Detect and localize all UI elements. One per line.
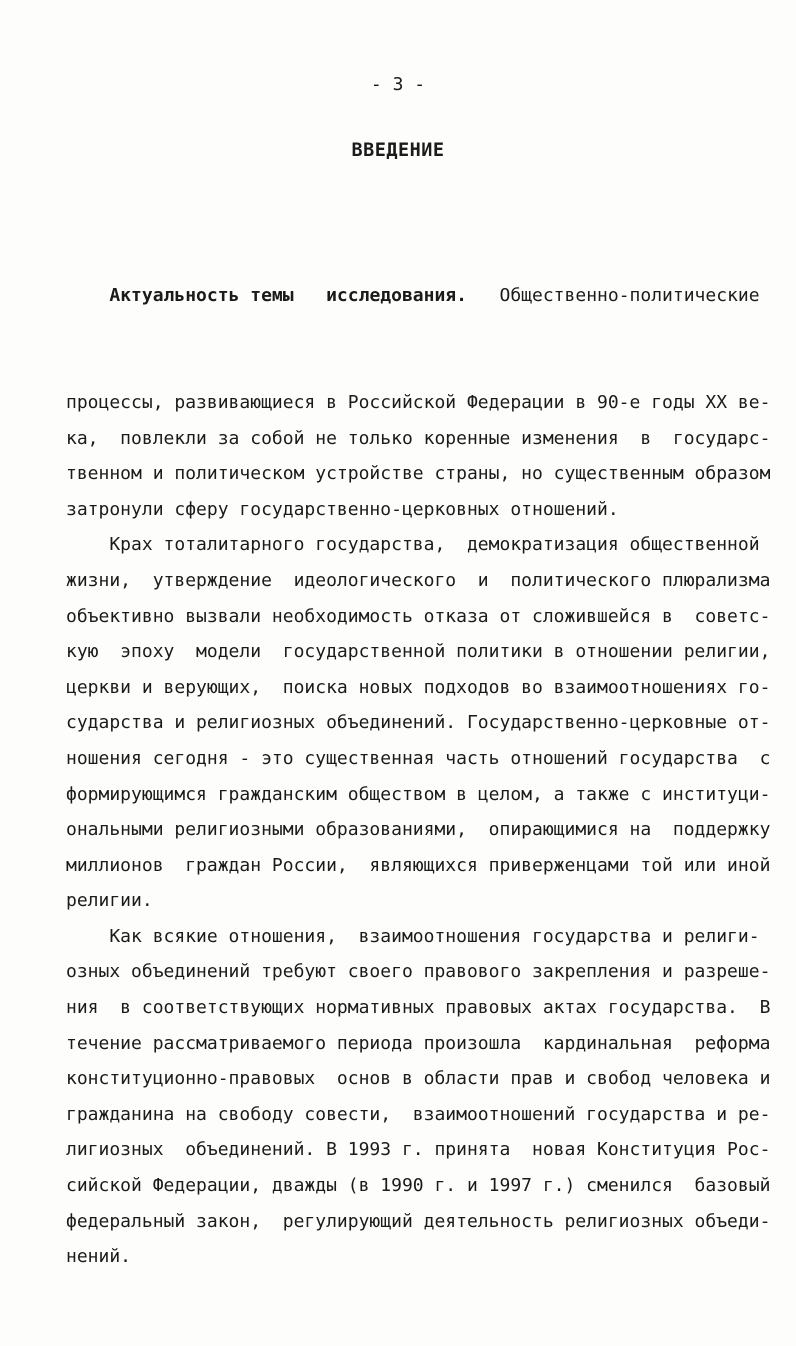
text-line: объективно вызвали необходимость отказа от сложившейся в советс- [66,605,771,627]
lead-sentence-rest: Общественно-политические [466,285,760,307]
text-line: Как всякие отношения, взаимоотношения государства и религи- [66,925,760,947]
text-line: течение рассматриваемого периода произошла кардинальная реформа [66,1032,771,1054]
text-line: федеральный закон, регулирующий деятельность религиозных объеди- [66,1210,771,1232]
text-line: озных объединений требуют своего правового закрепления и разреше- [66,961,771,983]
text-line: формирующимся гражданским обществом в целом, а также с институци- [66,783,771,805]
text-line: ния в соответствующих нормативных правовых актах государства. В [66,997,771,1019]
text-lines [66,385,790,1275]
text-line: гражданина на свободу совести, взаимоотношений государства и ре- [66,1103,771,1125]
lead-sentence-bold: Актуальность темы исследования. [109,285,467,307]
text-line: церкви и верующих, поиска новых подходов во взаимоотношениях го- [66,676,771,698]
text-line: ношения сегодня - это существенная часть отношений государства с [66,747,771,769]
text-line: Крах тоталитарного государства, демократизация общественной [66,534,760,556]
text-line: ка, повлекли за собой не только коренные изменения в государс- [66,427,771,449]
text-line-lead [66,278,790,314]
text-line: конституционно-правовых основ в области прав и свобод человека и [66,1068,771,1090]
text-line: миллионов граждан России, являющихся приверженцами той или иной [66,854,771,876]
text-line: сударства и религиозных объединений. Государственно-церковные от- [66,712,771,734]
text-line: лигиозных объединений. В 1993 г. принята новая Конституция Рос- [66,1139,771,1161]
text-line: жизни, утверждение идеологического и политического плюрализма [66,569,771,591]
section-title: ВВЕДЕНИЕ [351,140,445,161]
body-text [66,207,790,1346]
text-line: твенном и политическом устройстве страны, но существенным образом [66,463,771,485]
text-line: религии. [66,890,153,912]
text-line: кую эпоху модели государственной политики в отношении религии, [66,641,771,663]
text-line: затронули сферу государственно-церковных отношений. [66,498,619,520]
text-line: ональными религиозными образованиями, опирающимися на поддержку [66,819,771,841]
page-number: - 3 - [370,74,426,95]
text-line: процессы, развивающиеся в Российской Федерации в 90-е годы XX ве- [66,391,771,413]
text-line: сийской Федерации, дважды (в 1990 г. и 1997 г.) сменился базовый [66,1175,771,1197]
paragraph-indent [66,285,109,306]
text-line: нений. [66,1246,132,1268]
